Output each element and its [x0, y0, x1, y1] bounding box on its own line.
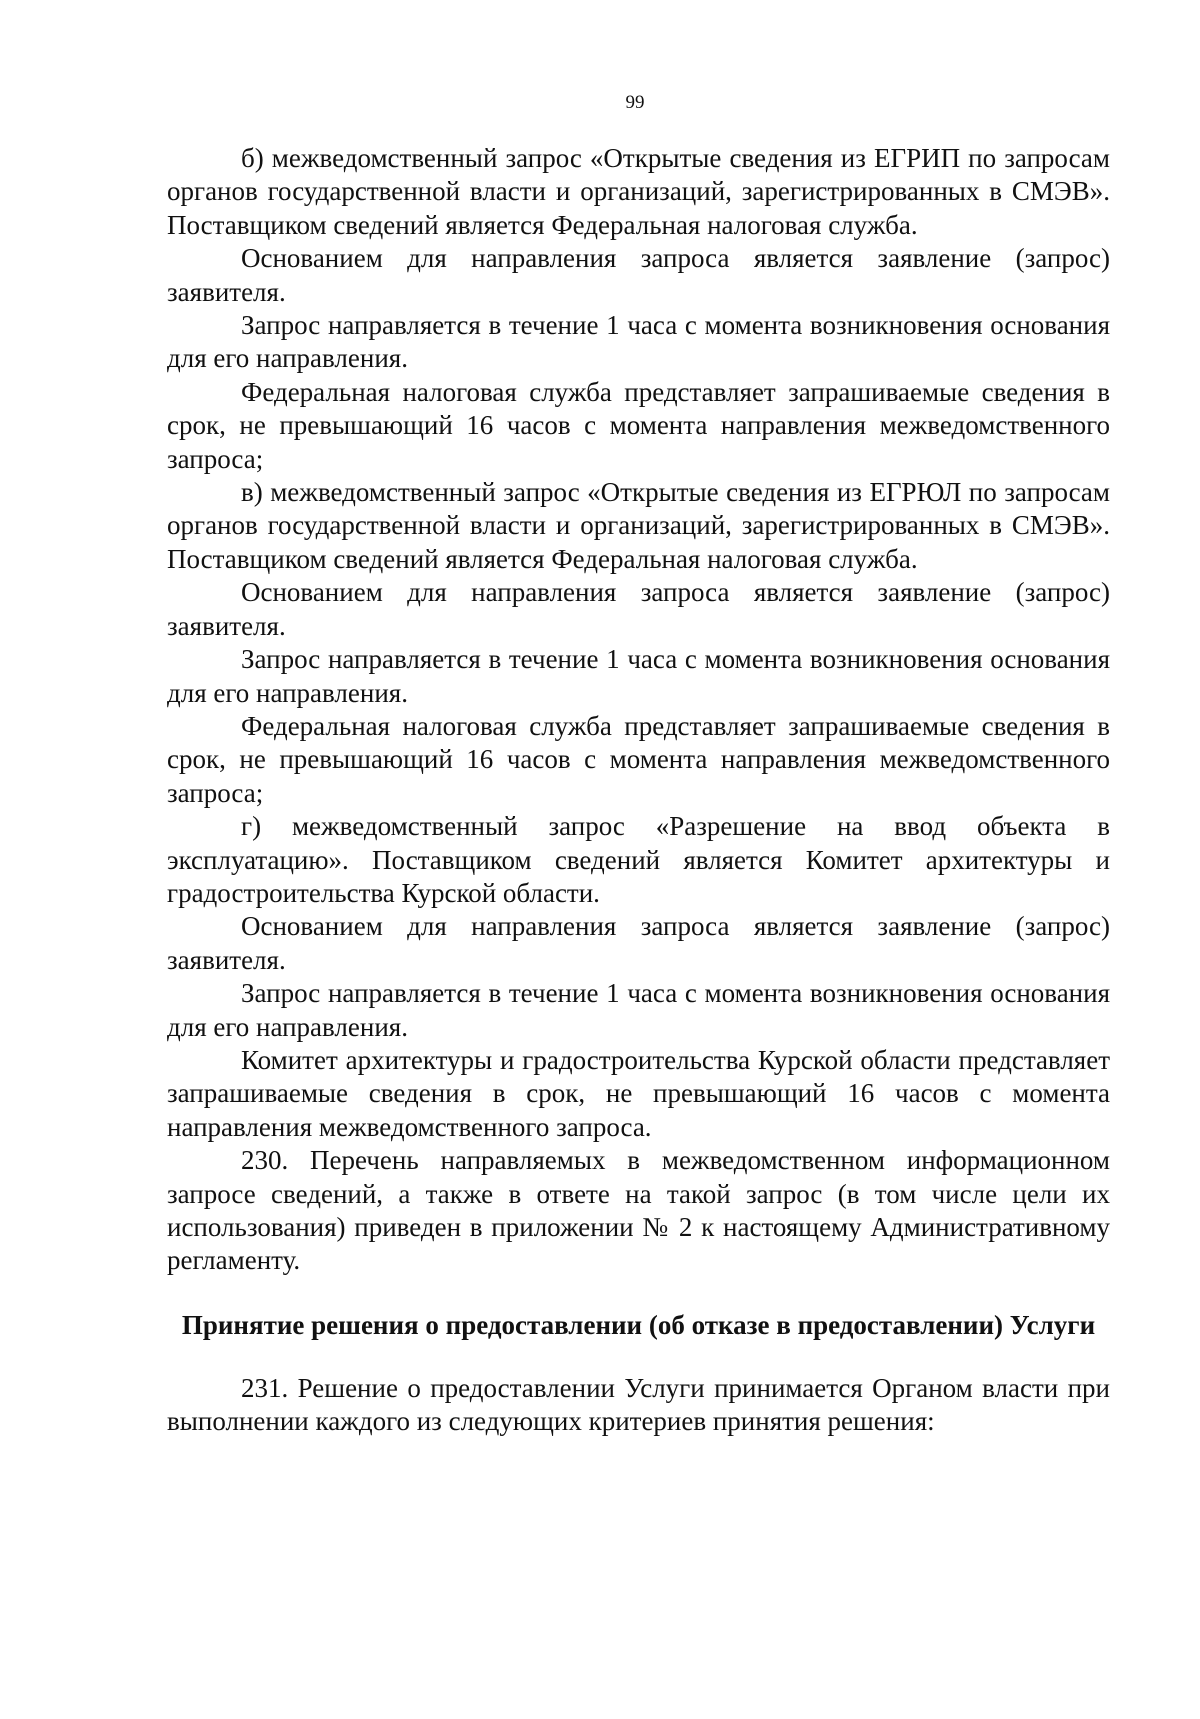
paragraph-response-deadline: Комитет архитектуры и градостроительства Курской области представляет запрашиваемые сведения в срок, не превышающий 16 часов с момента направления межведомственного запроса. — [167, 1044, 1110, 1142]
paragraph-230-information-list: 230. Перечень направляемых в межведомственном информационном запросе сведений, а также в ответе на такой запрос (в том числе цели их использования) приведен в приложении № 2 к настоящему Административному регламенту. — [167, 1145, 1110, 1276]
paragraph-request-timing: Запрос направляется в течение 1 часа с момента возникновения основания для его направления. — [167, 644, 1110, 708]
section-heading: Принятие решения о предоставлении (об отказе в предоставлении) Услуги — [181, 1309, 1096, 1340]
document-body — [167, 142, 1110, 1439]
paragraph-request-basis: Основанием для направления запроса является заявление (запрос) заявителя. — [167, 577, 1110, 641]
paragraph-request-basis: Основанием для направления запроса является заявление (запрос) заявителя. — [167, 243, 1110, 307]
paragraph-b-request-egrip: б) межведомственный запрос «Открытые сведения из ЕГРИП по запросам органов государственной власти и организаций, зарегистрированных в СМЭВ». Поставщиком сведений является Федеральная налоговая служба. — [167, 143, 1110, 240]
page-number: 99 — [625, 92, 645, 113]
paragraph-request-basis: Основанием для направления запроса является заявление (запрос) заявителя. — [167, 911, 1110, 975]
paragraph-response-deadline: Федеральная налоговая служба представляет запрашиваемые сведения в срок, не превышающий 16 часов с момента направления межведомственного запроса; — [167, 376, 1110, 474]
paragraph-request-timing: Запрос направляется в течение 1 часа с момента возникновения основания для его направления. — [167, 310, 1110, 374]
paragraph-g-request-permit: г) межведомственный запрос «Разрешение на ввод объекта в эксплуатацию». Поставщиком сведений является Комитет архитектуры и градостроительства Курской области. — [167, 811, 1110, 908]
paragraph-v-request-egrul: в) межведомственный запрос «Открытые сведения из ЕГРЮЛ по запросам органов государственной власти и организаций, зарегистрированных в СМЭВ». Поставщиком сведений является Федеральная налоговая служба. — [167, 477, 1110, 574]
paragraph-response-deadline: Федеральная налоговая служба представляет запрашиваемые сведения в срок, не превышающий 16 часов с момента направления межведомственного запроса; — [167, 710, 1110, 808]
paragraph-231-decision: 231. Решение о предоставлении Услуги принимается Органом власти при выполнении каждого из следующих критериев принятия решения: — [167, 1372, 1110, 1437]
paragraph-request-timing: Запрос направляется в течение 1 часа с момента возникновения основания для его направления. — [167, 978, 1110, 1042]
